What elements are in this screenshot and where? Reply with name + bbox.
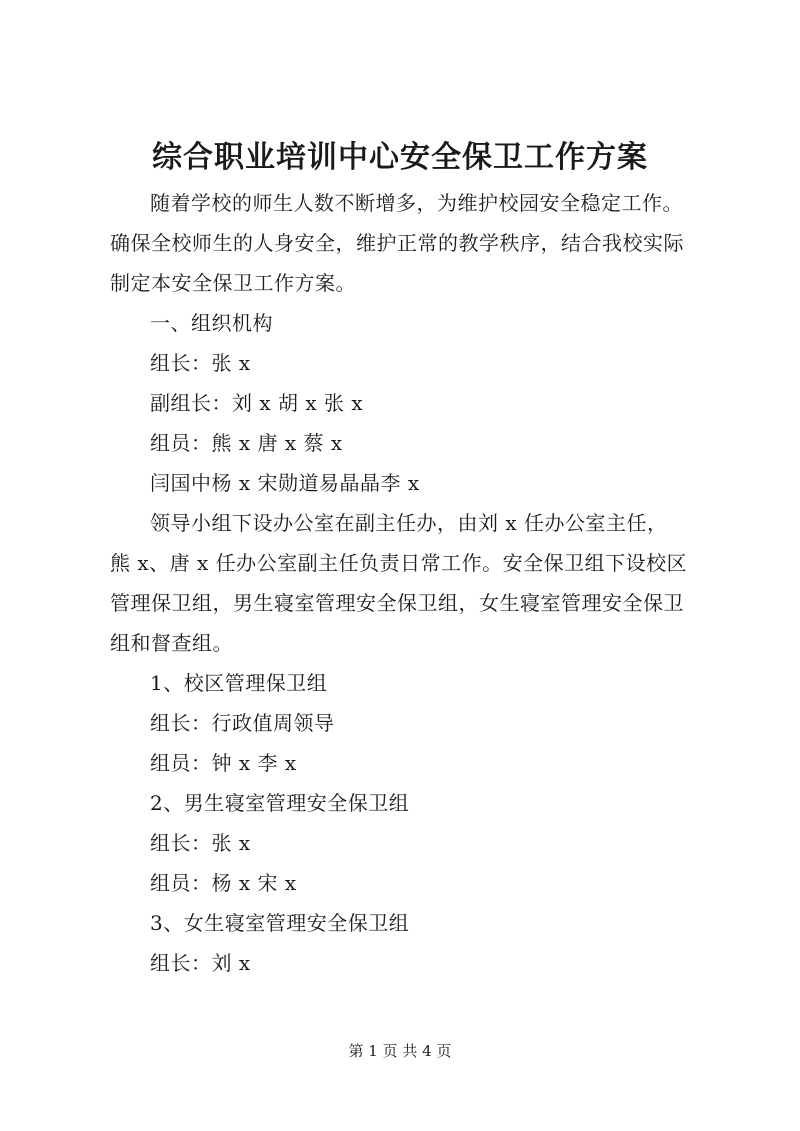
document-body <box>110 183 710 983</box>
paragraph-line: 管理保卫组，男生寝室管理安全保卫组，女生寝室管理安全保卫 <box>110 591 684 615</box>
list-item: 闫国中杨 x 宋勋道易晶晶李 x <box>150 471 420 495</box>
document-title: 综合职业培训中心安全保卫工作方案 <box>152 140 648 175</box>
list-item: 组长：张 x <box>150 351 251 375</box>
paragraph-line: 领导小组下设办公室在副主任办，由刘 x 任办公室主任， <box>150 511 668 535</box>
subsection-heading: 1、校区管理保卫组 <box>150 671 328 695</box>
paragraph-line: 熊 x、唐 x 任办公室副主任负责日常工作。安全保卫组下设校区 <box>110 551 688 575</box>
list-item: 组员：杨 x 宋 x <box>150 871 297 895</box>
list-item: 副组长：刘 x 胡 x 张 x <box>150 391 364 415</box>
subsection-heading: 3、女生寝室管理安全保卫组 <box>150 911 410 935</box>
paragraph-line: 制定本安全保卫工作方案。 <box>110 271 356 295</box>
list-item: 组长：刘 x <box>150 951 251 975</box>
page-footer: 第 1 页 共 4 页 <box>348 1042 452 1060</box>
list-item: 组员：钟 x 李 x <box>150 751 297 775</box>
paragraph-line: 确保全校师生的人身安全，维护正常的教学秩序，结合我校实际 <box>110 231 684 255</box>
list-item: 组长：行政值周领导 <box>150 711 335 735</box>
section-heading: 一、组织机构 <box>150 311 273 335</box>
paragraph-line: 组和督查组。 <box>110 631 233 655</box>
list-item: 组员：熊 x 唐 x 蔡 x <box>150 431 343 455</box>
subsection-heading: 2、男生寝室管理安全保卫组 <box>150 791 410 815</box>
list-item: 组长：张 x <box>150 831 251 855</box>
paragraph-line: 随着学校的师生人数不断增多，为维护校园安全稳定工作。 <box>150 191 683 215</box>
